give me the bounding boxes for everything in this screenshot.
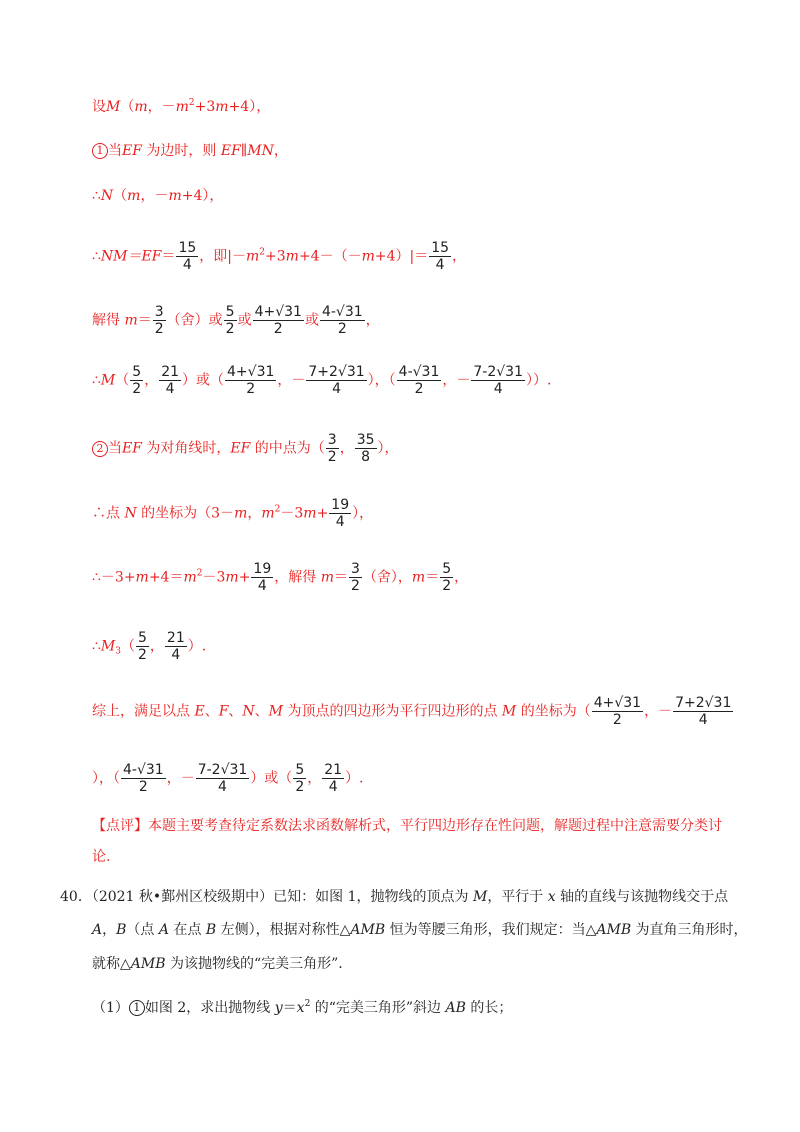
fraction: $\frac{5}{2}$ xyxy=(295,762,305,795)
problem-line-1: 40．（2021 秋•鄞州区校级期中）已知：如图 1，抛物线的顶点为 M，平行于 x 轴的直线与该抛物线交于点 xyxy=(60,889,729,905)
problem-line-3: 就称△AMB 为该抛物线的“完美三角形”. xyxy=(92,956,343,972)
fraction: $\frac{7+2√31}{4}$ xyxy=(675,695,732,728)
fraction: $\frac{5}{2}$ xyxy=(225,304,235,337)
fraction: $\frac{15}{4}$ xyxy=(431,240,450,273)
fraction: $\frac{19}{4}$ xyxy=(253,561,272,594)
circled-number: 2 xyxy=(92,441,108,457)
fraction: $\frac{4-√31}{2}$ xyxy=(321,304,363,337)
problem-line-4: （1） 1 如图 2，求出抛物线 $y=x^2$ 的“完美三角形”斜边 AB 的长； xyxy=(92,999,513,1016)
fraction: $\frac{4-√31}{2}$ xyxy=(398,364,440,397)
fraction: $\frac{21}{4}$ xyxy=(166,630,185,663)
comment-line-1: 【点评】本题主要考查待定系数法求函数解析式，平行四边形存在性问题，解题过程中注意需要分类讨 xyxy=(92,818,722,834)
fraction: $\frac{15}{4}$ xyxy=(178,240,197,273)
fraction: $\frac{7-2√31}{4}$ xyxy=(197,762,248,795)
circled-number: 1 xyxy=(92,143,108,159)
solution-line-10: $\therefore M_3$（ $\frac{5}{2}$ ， $\frac{21}{4}$ ）. xyxy=(92,630,207,663)
fraction: $\frac{5}{2}$ xyxy=(442,561,452,594)
fraction: $\frac{3}{2}$ xyxy=(350,561,360,594)
solution-line-5: 解得 m＝ $\frac{3}{2}$ （舍）或 $\frac{5}{2}$ 或 $\frac{4+√31}{2}$ 或 $\frac{4-√31}{2}$ ， xyxy=(92,304,380,337)
solution-line-12: ），（ $\frac{4-√31}{2}$ ，－ $\frac{7-2√31}{4}$ ）或（ $\frac{5}{2}$ ， $\frac{21}{4}$ ）. xyxy=(92,762,364,795)
fraction: $\frac{4+√31}{2}$ xyxy=(227,364,275,397)
solution-line-9: $\therefore-3+m+4=m^2-3m+$ $\frac{19}{4}$ ，解得 m＝ $\frac{3}{2}$ （舍），m＝ $\frac{5}{2}$ ， xyxy=(92,561,469,594)
fraction: $\frac{21}{4}$ xyxy=(324,762,343,795)
fraction: $\frac{4+√31}{2}$ xyxy=(254,304,302,337)
fraction: $\frac{5}{2}$ xyxy=(132,364,142,397)
fraction: $\frac{21}{4}$ xyxy=(161,364,180,397)
fraction: $\frac{4-√31}{2}$ xyxy=(123,762,164,795)
fraction: $\frac{7+2√31}{4}$ xyxy=(308,364,365,397)
solution-line-2: 1 当EF 为边时，则 EF∥MN， xyxy=(92,142,288,160)
circled-number: 1 xyxy=(129,1000,145,1016)
fraction: $\frac{4+√31}{2}$ xyxy=(593,695,642,728)
solution-line-8: ∴点 N 的坐标为（3－m，$m^2-3m+$ $\frac{19}{4}$ ）， xyxy=(92,497,374,530)
solution-line-11: 综上，满足以点 E、F、N、M 为顶点的四边形为平行四边形的点 M 的坐标为（ $\frac{4+√31}{2}$ ，－ $\frac{7+2√31}{4}$ xyxy=(92,695,732,728)
solution-line-3: ∴N（m，－m+4）， xyxy=(92,188,224,204)
comment-line-2: 论. xyxy=(92,849,111,865)
fraction: $\frac{3}{2}$ xyxy=(154,304,164,337)
fraction: $\frac{5}{2}$ xyxy=(138,630,147,663)
solution-line-4: ∴NM＝EF＝ $\frac{15}{4}$ ，即$|-m^2+3m+4-(-m+4)|=$ $\frac{15}{4}$ ， xyxy=(92,240,467,273)
fraction: $\frac{7-2√31}{4}$ xyxy=(473,364,523,397)
solution-line-1: 设M（m，$-m^2+3m+4$）， xyxy=(92,98,271,115)
solution-line-6: ∴M（ $\frac{5}{2}$ ， $\frac{21}{4}$ ）或（ $\frac{4+√31}{2}$ ，－ $\frac{7+2√31}{4}$ ），（ $\frac{4-√31}{2}$ ，－ $\frac{7-2√31}{4}$ ））. xyxy=(92,364,552,397)
solution-line-7: 2 当EF 为对角线时，EF 的中点为（ $\frac{3}{2}$ ， $\frac{35}{8}$ ）， xyxy=(92,432,399,465)
fraction: $\frac{3}{2}$ xyxy=(327,432,337,465)
fraction: $\frac{35}{8}$ xyxy=(356,432,375,465)
fraction: $\frac{19}{4}$ xyxy=(331,497,350,530)
problem-line-2: A，B（点 A 在点 B 左侧），根据对称性△AMB 恒为等腰三角形，我们规定：当△AMB 为直角三角形时， xyxy=(92,922,748,938)
